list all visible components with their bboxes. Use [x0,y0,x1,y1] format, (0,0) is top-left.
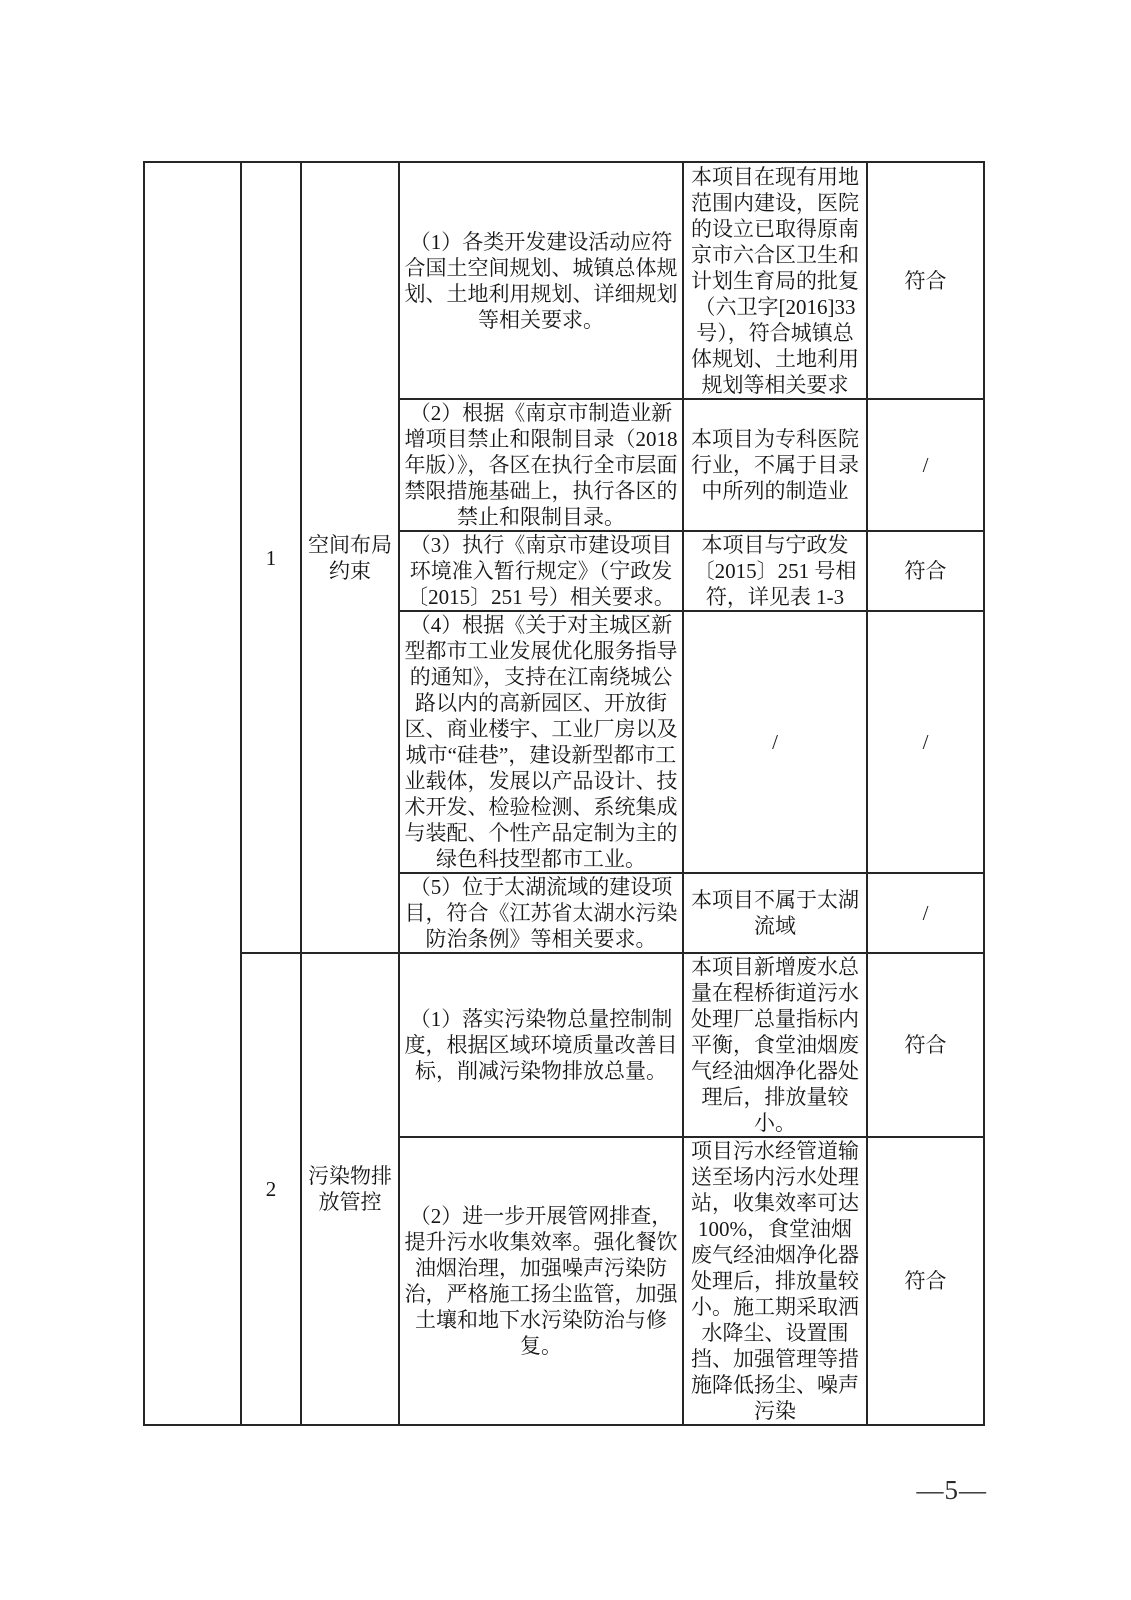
conclusion-cell: / [867,873,984,953]
section-1-category: 空间布局约束 [301,162,399,953]
requirement-cell: （4）根据《关于对主城区新型都市工业发展优化服务指导的通知》，支持在江南绕城公路以内的高新园区、开放街区、商业楼宇、工业厂房以及城市“硅巷”，建设新型都市工业载体，发展以产品设计、技术开发、检验检测、系统集成与装配、个性产品定制为主的绿色科技型都市工业。 [399,611,683,873]
compliance-cell: 本项目不属于太湖流域 [683,873,867,953]
conclusion-cell: / [867,399,984,531]
requirement-cell: （1）落实污染物总量控制制度，根据区域环境质量改善目标，削减污染物排放总量。 [399,953,683,1137]
section-1-number: 1 [241,162,301,953]
page-number: —5— [916,1475,987,1505]
requirement-cell: （2）根据《南京市制造业新增项目禁止和限制目录（2018 年版）》，各区在执行全市层面禁限措施基础上，执行各区的禁止和限制目录。 [399,399,683,531]
document-page-body [143,161,985,1426]
conclusion-cell: 符合 [867,531,984,611]
requirement-cell: （3）执行《南京市建设项目环境准入暂行规定》（宁政发〔2015〕251 号）相关要求。 [399,531,683,611]
compliance-cell: 本项目在现有用地范围内建设，医院的设立已取得原南京市六合区卫生和计划生育局的批复（六卫字[2016]33 号），符合城镇总体规划、土地利用规划等相关要求 [683,162,867,399]
compliance-cell: / [683,611,867,873]
compliance-cell: 本项目新增废水总量在程桥街道污水处理厂总量指标内平衡，食堂油烟废气经油烟净化器处理后，排放量较小。 [683,953,867,1137]
section-2-number: 2 [241,953,301,1425]
conclusion-cell: 符合 [867,1137,984,1425]
section-2-category: 污染物排放管控 [301,953,399,1425]
requirement-cell: （5）位于太湖流域的建设项目，符合《江苏省太湖水污染防治条例》等相关要求。 [399,873,683,953]
compliance-cell: 本项目与宁政发〔2015〕251 号相符，详见表 1-3 [683,531,867,611]
conclusion-cell: 符合 [867,953,984,1137]
conclusion-cell: 符合 [867,162,984,399]
compliance-cell: 项目污水经管道输送至场内污水处理站，收集效率可达100%，食堂油烟废气经油烟净化器处理后，排放量较小。施工期采取洒水降尘、设置围挡、加强管理等措施降低扬尘、噪声污染 [683,1137,867,1425]
conclusion-cell: / [867,611,984,873]
compliance-cell: 本项目为专科医院行业，不属于目录中所列的制造业 [683,399,867,531]
compliance-table [143,161,985,1426]
left-continued-cell [144,162,241,1425]
requirement-cell: （2）进一步开展管网排查，提升污水收集效率。强化餐饮油烟治理，加强噪声污染防治，严格施工扬尘监管，加强土壤和地下水污染防治与修复。 [399,1137,683,1425]
requirement-cell: （1）各类开发建设活动应符合国土空间规划、城镇总体规划、土地利用规划、详细规划等相关要求。 [399,162,683,399]
